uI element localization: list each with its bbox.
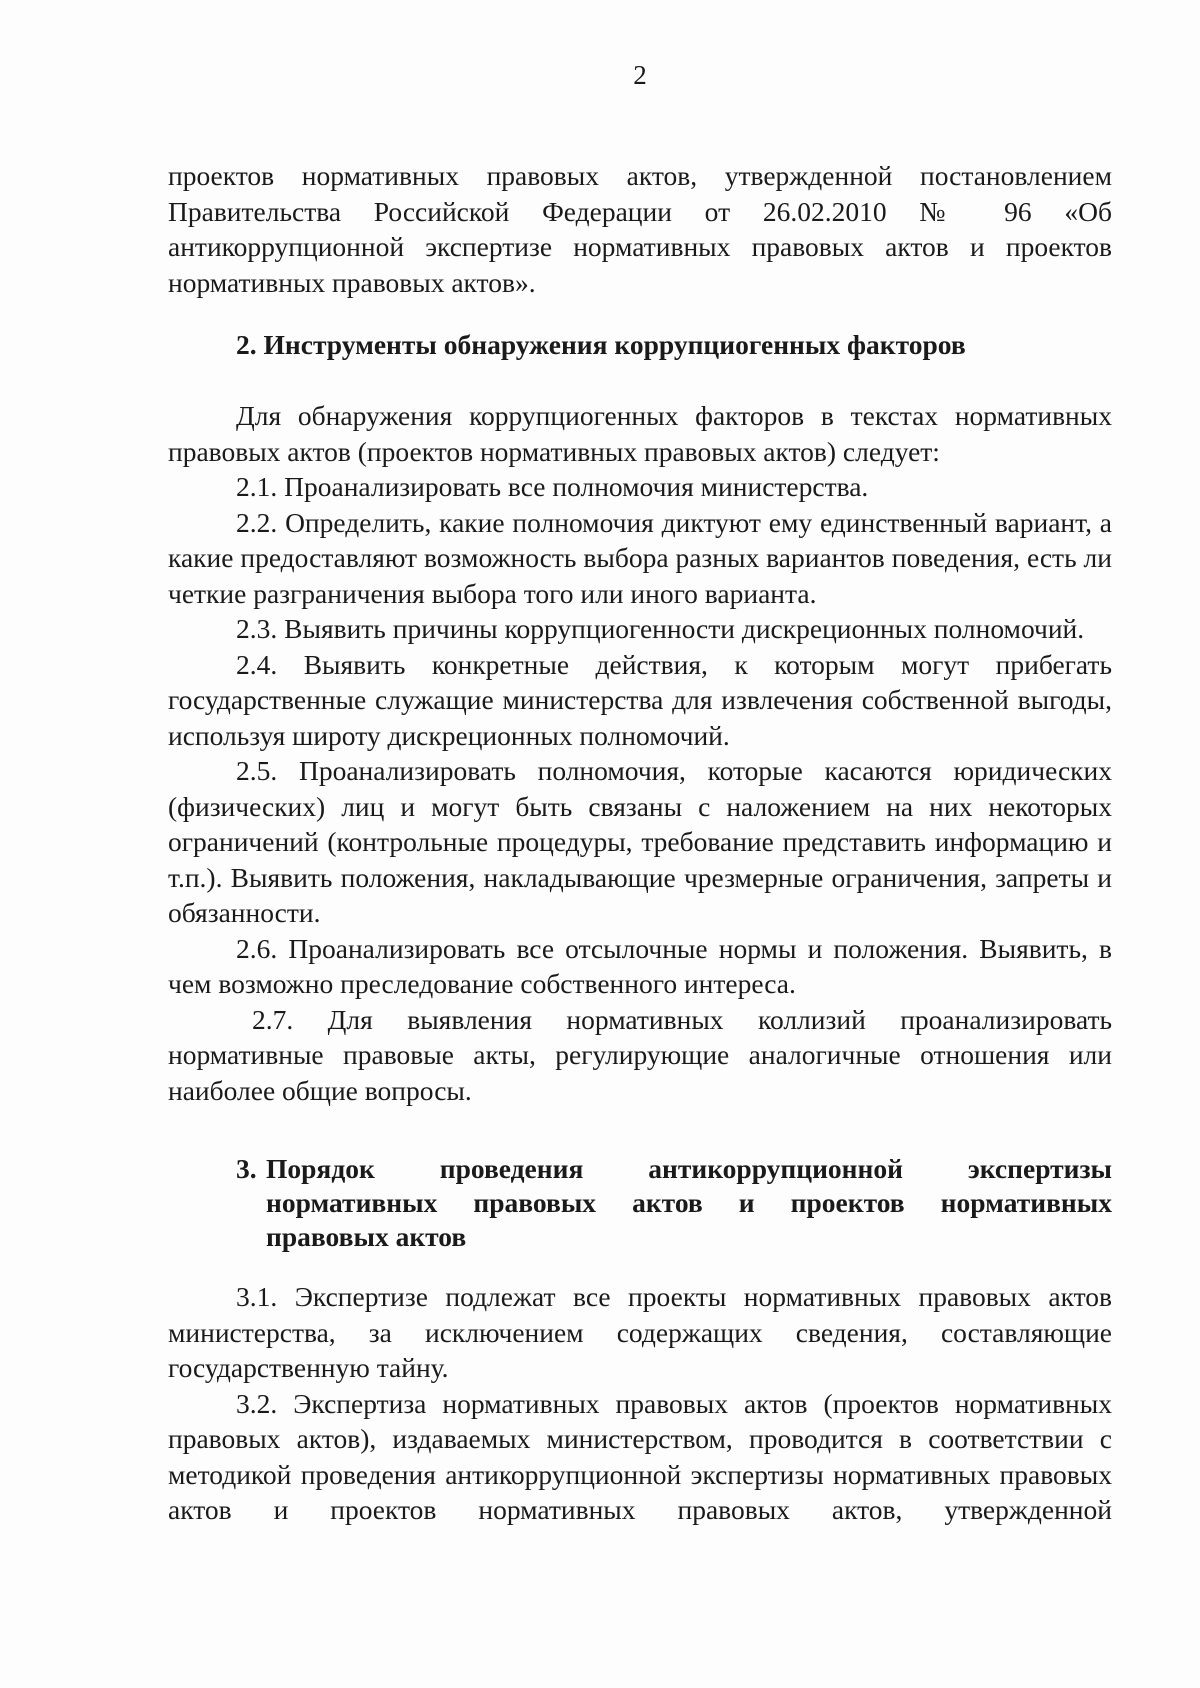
section-2-body (168, 398, 1112, 1108)
list-item-2-5: 2.5. Проанализировать полномочия, которые касаются юридических (физических) лиц и могут быть связаны с наложением на них некоторых ограничений (контрольные процедуры, требование представить информацию и т.п.). Выявить положения, накладывающие чрезмерные ограничения, запреты и обязанности. (168, 755, 1112, 928)
page-number: 2 (633, 60, 647, 90)
list-item-2-4: 2.4. Выявить конкретные действия, к которым могут прибегать государственные служащие министерства для извлечения собственной выгоды, используя широту дискреционных полномочий. (168, 648, 1112, 751)
section-3-heading (236, 1152, 1112, 1254)
list-item-2-7: 2.7. Для выявления нормативных коллизий проанализировать нормативные правовые акты, регулирующие аналогичные отношения или наиболее общие вопросы. (168, 1003, 1112, 1106)
list-item-2-6: 2.6. Проанализировать все отсылочные нормы и положения. Выявить, в чем возможно преследование собственного интереса. (168, 932, 1112, 999)
section-3-heading-number: 3. (236, 1153, 257, 1184)
list-item-2-2: 2.2. Определить, какие полномочия диктуют ему единственный вариант, а какие предоставляют возможность выбора разных вариантов поведения, есть ли четкие разграничения выбора того или иного варианта. (168, 506, 1112, 609)
section-2-heading: 2. Инструменты обнаружения коррупциогенных факторов (236, 329, 966, 360)
section-3-heading-line-3: правовых актов (266, 1221, 467, 1252)
list-item-2-3: 2.3. Выявить причины коррупциогенности дискреционных полномочий. (236, 613, 1085, 644)
section-3-heading-line-1: Порядок проведения антикоррупционной экспертизы (266, 1153, 1112, 1184)
section-3-heading-line-2: нормативных правовых актов и проектов нормативных (266, 1187, 1112, 1218)
intro-paragraph: проектов нормативных правовых актов, утвержденной постановлением Правительства Российской Федерации от 26.02.2010 № 96 «Об антикоррупционной экспертизе нормативных правовых актов и проектов нормативных правовых актов». (168, 160, 1112, 298)
list-item-3-1: 3.1. Экспертизе подлежат все проекты нормативных правовых актов министерства, за исключением содержащих сведения, составляющие государственную тайну. (168, 1281, 1112, 1383)
list-item-3-2: 3.2. Экспертиза нормативных правовых актов (проектов нормативных правовых актов), издаваемых министерством, проводится в соответствии с методикой проведения антикоррупционной экспертизы нормативных правовых актов и проектов нормативных правовых актов, утвержденной (168, 1387, 1112, 1525)
section-2-lead: Для обнаружения коррупциогенных факторов в текстах нормативных правовых актов (проектов нормативных правовых актов) следует: (168, 400, 1112, 467)
section-3-body (168, 1279, 1112, 1528)
list-item-2-1: 2.1. Проанализировать все полномочия министерства. (236, 471, 869, 502)
intro-paragraph-block (168, 158, 1112, 300)
